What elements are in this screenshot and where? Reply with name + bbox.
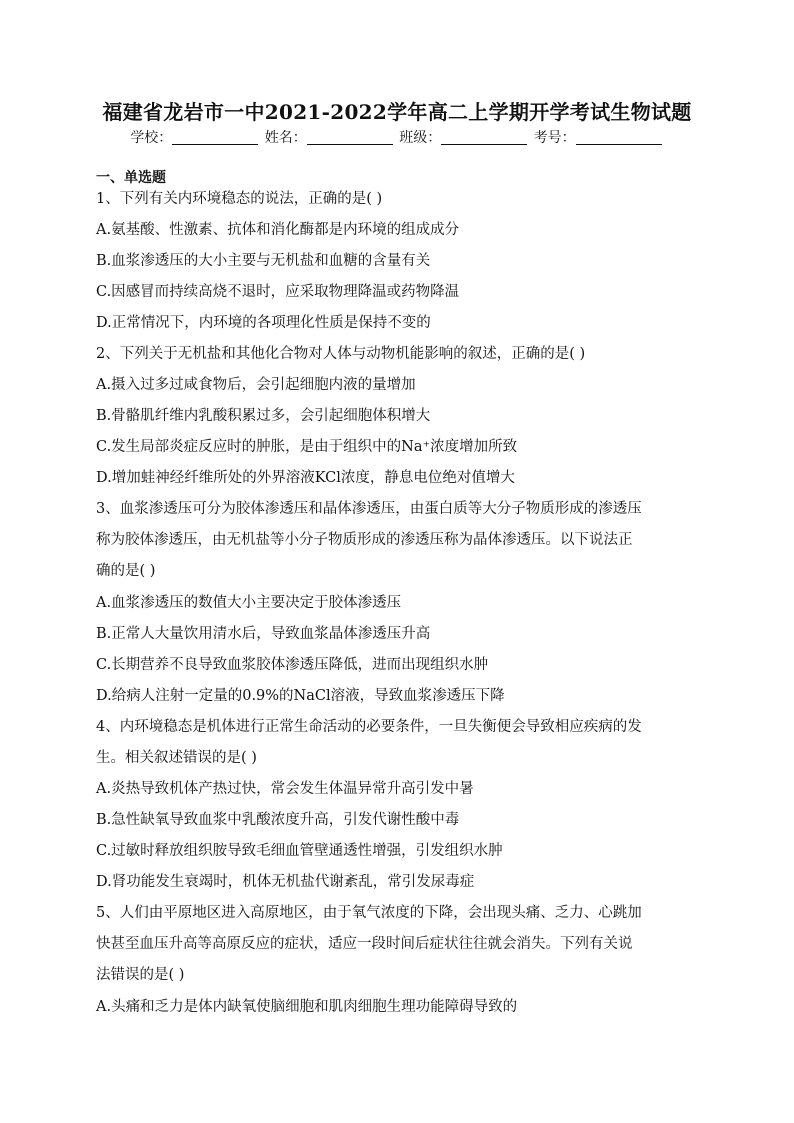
question-stem: 法错误的是( ) <box>96 967 185 983</box>
exam-number-blank <box>576 130 662 145</box>
question-stem: 3、血浆渗透压可分为胶体渗透压和晶体渗透压，由蛋白质等大分子物质形成的渗透压 <box>96 501 642 517</box>
answer-option: C.因感冒而持续高烧不退时，应采取物理降温或药物降温 <box>96 284 460 300</box>
answer-option: D.肾功能发生衰竭时，机体无机盐代谢紊乱，常引发尿毒症 <box>96 874 475 890</box>
answer-option: B.血浆渗透压的大小主要与无机盐和血糖的含量有关 <box>96 253 431 269</box>
answer-option: D.正常情况下，内环境的各项理化性质是保持不变的 <box>96 315 431 331</box>
exam-number-label: 考号： <box>533 130 576 146</box>
answer-option: D.给病人注射一定量的0.9%的NaCl溶液，导致血浆渗透压下降 <box>96 688 505 704</box>
answer-option: A.氨基酸、性激素、抗体和消化酶都是内环境的组成成分 <box>96 222 460 238</box>
answer-option: C.过敏时释放组织胺导致毛细血管壁通透性增强，引发组织水肿 <box>96 843 503 859</box>
question-stem: 称为胶体渗透压，由无机盐等小分子物质形成的渗透压称为晶体渗透压。以下说法正 <box>96 532 633 548</box>
answer-option: C.长期营养不良导致血浆胶体渗透压降低，进而出现组织水肿 <box>96 657 489 673</box>
question-stem: 快甚至血压升高等高原反应的症状，适应一段时间后症状往往就会消失。下列有关说 <box>96 936 633 952</box>
question-stem: 生。相关叙述错误的是( ) <box>96 750 257 766</box>
class-label: 班级： <box>399 130 442 146</box>
answer-option: C.发生局部炎症反应时的肿胀，是由于组织中的Na⁺浓度增加所致 <box>96 439 518 455</box>
question-stem: 确的是( ) <box>96 563 156 579</box>
answer-option: A.头痛和乏力是体内缺氧使脑细胞和肌肉细胞生理功能障碍导致的 <box>96 999 518 1015</box>
name-blank <box>307 130 393 145</box>
school-blank <box>172 130 258 145</box>
student-info-row <box>0 127 794 147</box>
question-stem: 2、下列关于无机盐和其他化合物对人体与动物机能影响的叙述，正确的是( ) <box>96 346 586 362</box>
document-title: 福建省龙岩市一中2021-2022学年高二上学期开学考试生物试题 <box>102 100 692 124</box>
school-label: 学校： <box>130 130 173 146</box>
class-blank <box>441 130 527 145</box>
answer-option: B.正常人大量饮用清水后，导致血浆晶体渗透压升高 <box>96 626 431 642</box>
question-stem: 4、内环境稳态是机体进行正常生命活动的必要条件，一旦失衡便会导致相应疾病的发 <box>96 719 642 735</box>
answer-option: D.增加蛙神经纤维所处的外界溶液KCl浓度，静息电位绝对值增大 <box>96 470 515 486</box>
answer-option: A.血浆渗透压的数值大小主要决定于胶体渗透压 <box>96 595 402 611</box>
answer-option: B.骨骼肌纤维内乳酸积累过多，会引起细胞体积增大 <box>96 408 431 424</box>
answer-option: A.炎热导致机体产热过快，常会发生体温异常升高引发中暑 <box>96 781 474 797</box>
section-heading: 一、单选题 <box>96 170 166 186</box>
answer-option: A.摄入过多过咸食物后，会引起细胞内液的量增加 <box>96 377 416 393</box>
question-stem: 5、人们由平原地区进入高原地区，由于氧气浓度的下降，会出现头痛、乏力、心跳加 <box>96 905 642 921</box>
question-stem: 1、下列有关内环境稳态的说法，正确的是( ) <box>96 191 383 207</box>
answer-option: B.急性缺氧导致血浆中乳酸浓度升高，引发代谢性酸中毒 <box>96 812 460 828</box>
name-label: 姓名： <box>264 130 307 146</box>
